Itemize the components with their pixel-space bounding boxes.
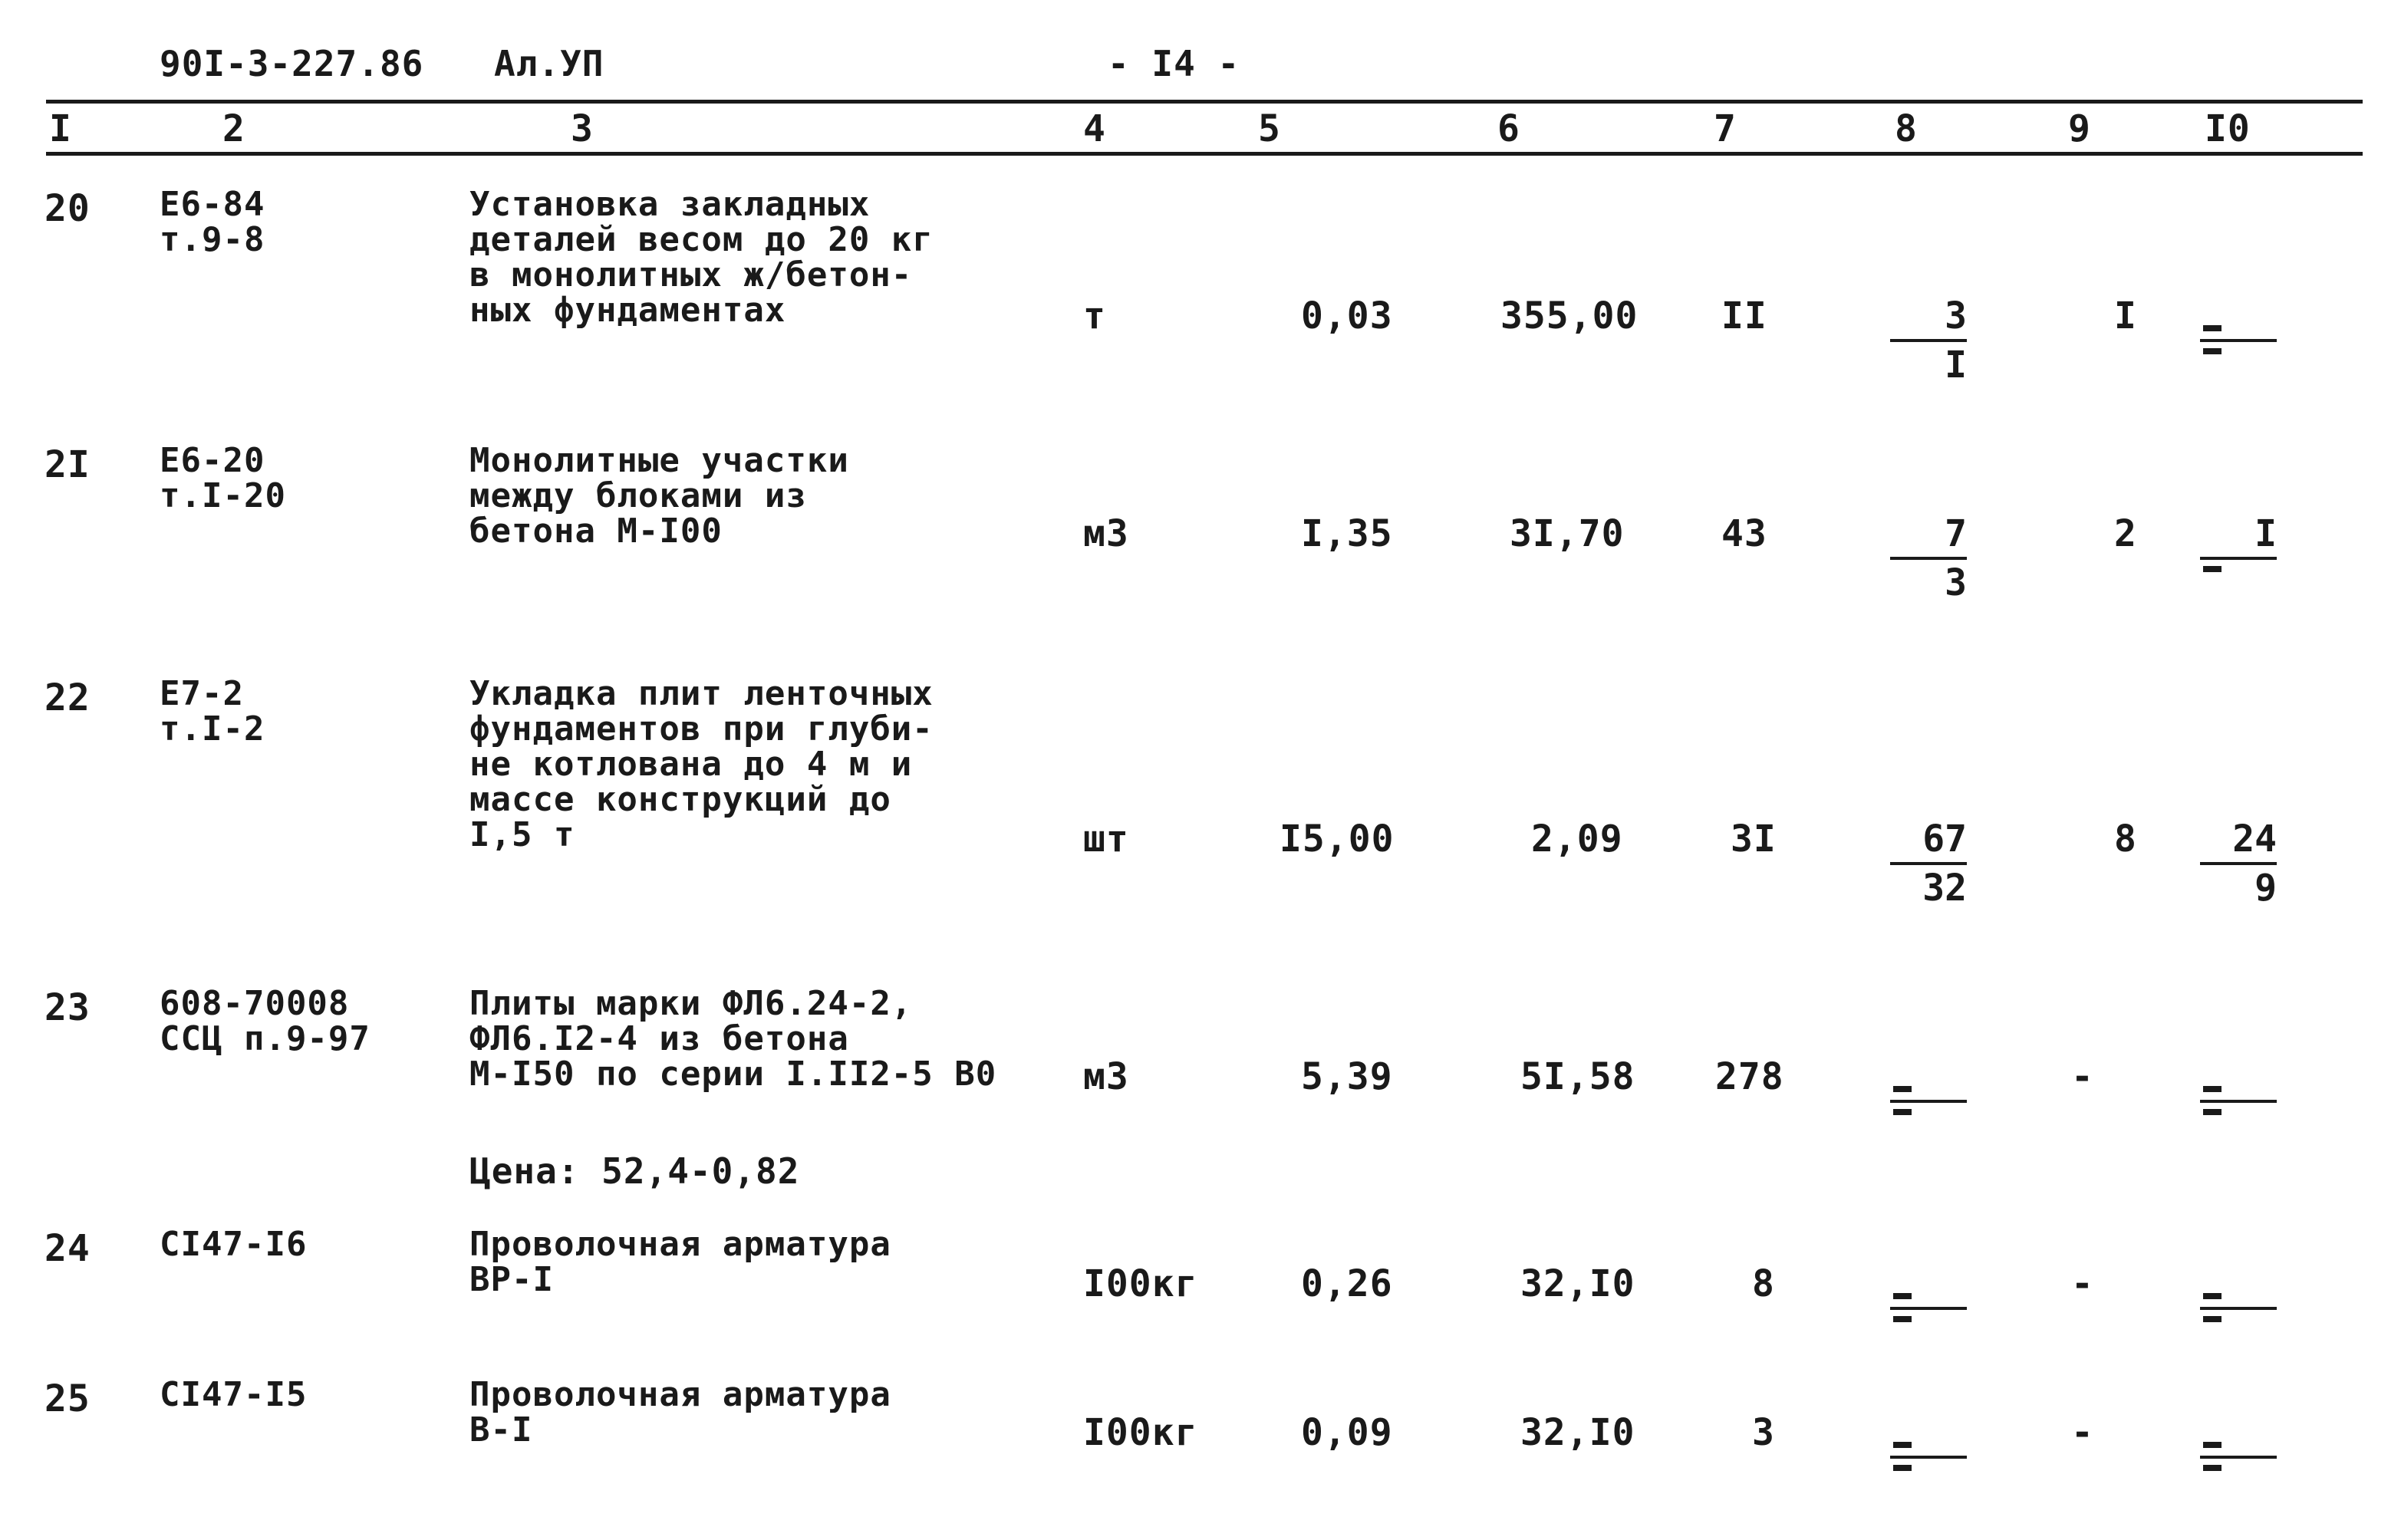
column-number-5: 5 bbox=[1258, 107, 1281, 150]
total-cost: 43 bbox=[1721, 512, 1767, 555]
unit: м3 bbox=[1083, 1055, 1129, 1098]
total-cost: II bbox=[1721, 295, 1767, 337]
row-number: 2I bbox=[44, 443, 91, 486]
total-cost: 278 bbox=[1715, 1055, 1784, 1098]
column-9-value: I bbox=[2114, 295, 2137, 337]
page-number: - I4 - bbox=[1108, 43, 1240, 84]
column-number-10: I0 bbox=[2205, 107, 2251, 150]
quantity: I5,00 bbox=[1280, 818, 1395, 860]
quantity: 5,39 bbox=[1301, 1055, 1393, 1098]
estimate-code: 608-70008 ССЦ п.9-97 bbox=[160, 984, 371, 1058]
column-9-value: 8 bbox=[2114, 818, 2137, 860]
header-top-rule bbox=[46, 100, 2363, 104]
total-cost: 3 bbox=[1752, 1411, 1775, 1454]
column-number-8: 8 bbox=[1895, 107, 1918, 150]
column-number-6: 6 bbox=[1497, 107, 1520, 150]
unit-price: 2,09 bbox=[1531, 818, 1623, 860]
unit-price: 32,I0 bbox=[1520, 1411, 1635, 1454]
header-bottom-rule bbox=[46, 152, 2363, 156]
unit-price: 3I,70 bbox=[1510, 512, 1625, 555]
quantity: 0,26 bbox=[1301, 1262, 1393, 1305]
row-number: 24 bbox=[44, 1227, 91, 1270]
unit: м3 bbox=[1083, 512, 1129, 555]
unit: I00кг bbox=[1083, 1262, 1198, 1305]
work-description: Укладка плит ленточных фундаментов при глуби- не котлована до 4 м и массе конструкций до I,5 т bbox=[469, 674, 934, 854]
quantity: 0,03 bbox=[1301, 295, 1393, 337]
album-number: Ал.УП bbox=[494, 43, 604, 84]
row-number: 25 bbox=[44, 1377, 91, 1420]
unit: I00кг bbox=[1083, 1411, 1198, 1454]
estimate-code: Е7-2 т.I-2 bbox=[160, 674, 265, 749]
estimate-code: Е6-20 т.I-20 bbox=[160, 441, 286, 515]
column-9-value: 2 bbox=[2114, 512, 2137, 555]
quantity: I,35 bbox=[1301, 512, 1393, 555]
row-number: 20 bbox=[44, 187, 91, 230]
row-number: 22 bbox=[44, 676, 91, 719]
unit-price: 355,00 bbox=[1500, 295, 1639, 337]
document-code: 90I-3-227.86 bbox=[160, 43, 424, 84]
unit: т bbox=[1083, 295, 1106, 337]
column-number-3: 3 bbox=[571, 107, 594, 150]
work-description: Проволочная арматура В-I bbox=[469, 1375, 891, 1450]
column-number-1: I bbox=[49, 107, 72, 150]
unit-price: 5I,58 bbox=[1520, 1055, 1635, 1098]
estimate-code: СI47-I5 bbox=[160, 1375, 308, 1414]
total-cost: 3I bbox=[1731, 818, 1777, 860]
work-description: Проволочная арматура ВР-I bbox=[469, 1225, 891, 1299]
estimate-code: Е6-84 т.9-8 bbox=[160, 185, 265, 259]
unit: шт bbox=[1083, 818, 1129, 860]
column-number-2: 2 bbox=[222, 107, 245, 150]
row-number: 23 bbox=[44, 986, 91, 1029]
column-9-value: - bbox=[2071, 1262, 2094, 1305]
column-9-value: - bbox=[2071, 1055, 2094, 1098]
price-note: Цена: 52,4-0,82 bbox=[469, 1150, 800, 1192]
total-cost: 8 bbox=[1752, 1262, 1775, 1305]
estimate-code: СI47-I6 bbox=[160, 1225, 308, 1264]
column-9-value: - bbox=[2071, 1411, 2094, 1454]
work-description: Плиты марки ФЛ6.24-2, ФЛ6.I2-4 из бетона М-I50 по серии I.II2-5 В0 bbox=[469, 984, 997, 1094]
column-number-9: 9 bbox=[2068, 107, 2091, 150]
quantity: 0,09 bbox=[1301, 1411, 1393, 1454]
column-number-4: 4 bbox=[1083, 107, 1106, 150]
column-number-7: 7 bbox=[1714, 107, 1737, 150]
unit-price: 32,I0 bbox=[1520, 1262, 1635, 1305]
work-description: Установка закладных деталей весом до 20 кг в монолитных ж/бетон- ных фундаментах bbox=[469, 185, 934, 330]
work-description: Монолитные участки между блоками из бетона М-I00 bbox=[469, 441, 849, 551]
